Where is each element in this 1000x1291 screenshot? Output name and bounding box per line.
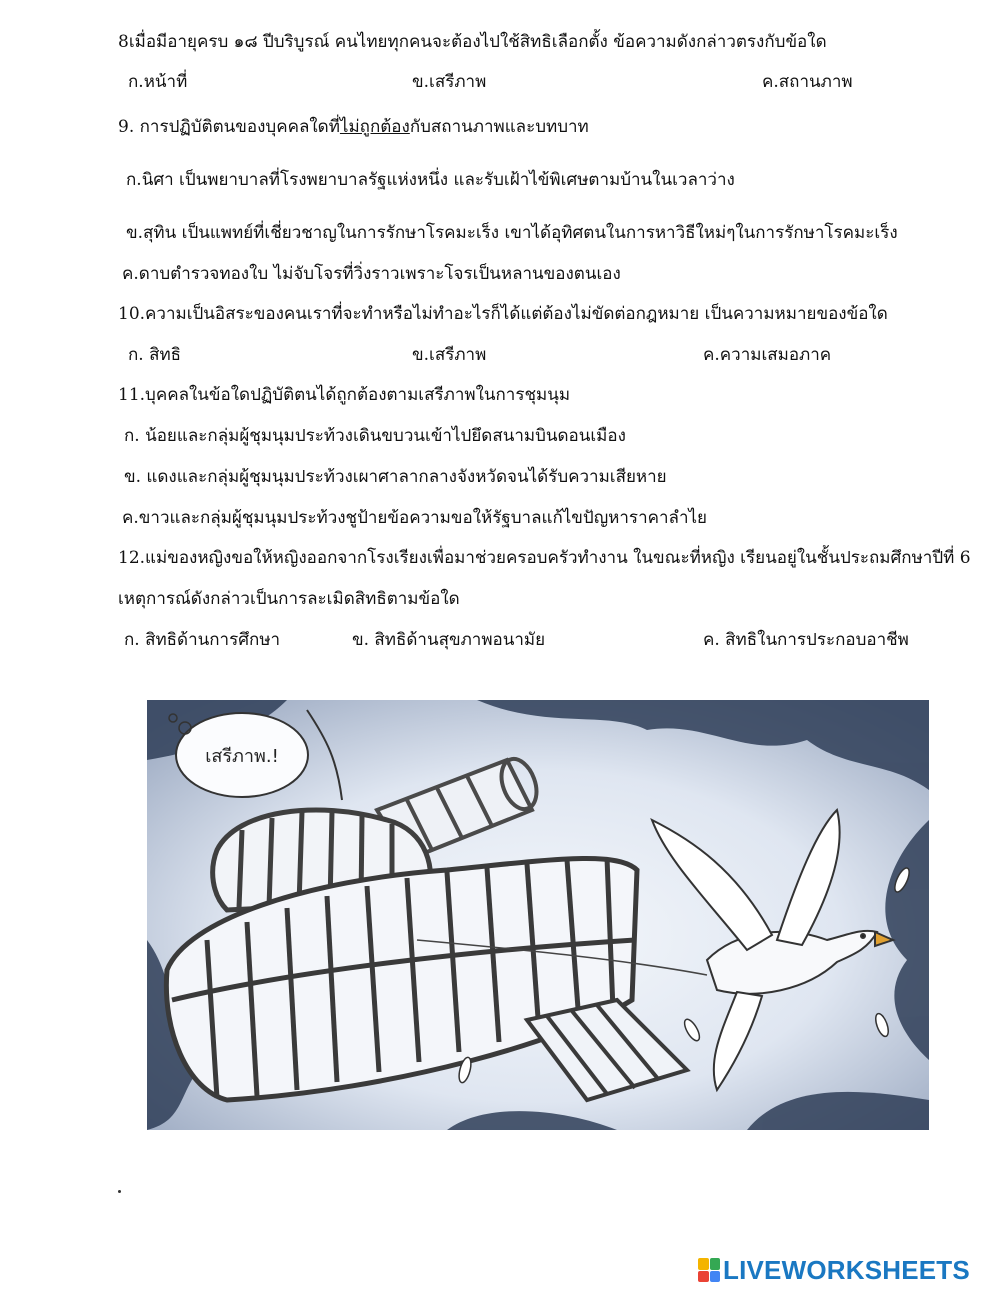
q9-option-b: ข.สุทิน เป็นแพทย์ที่เชี่ยวชาญในการรักษาโรคมะเร็ง เขาได้อุทิศตนในการหาวิธีใหม่ๆในการรักษาโรคมะเร็ง [126,223,898,243]
q9-text-suffix: กับสถานภาพและบทบาท [409,117,589,137]
stray-dot [118,1190,121,1193]
q12-option-c: ค. สิทธิในการประกอบอาชีพ [703,630,909,650]
q9-option-c: ค.ดาบตำรวจทองใบ ไม่จับโจรที่วิ่งราวเพราะโจรเป็นหลานของตนเอง [122,264,621,284]
q9-text-prefix: 9. การปฏิบัติตนของบุคคลใดที่ [118,117,340,137]
logo-mark-icon [698,1258,720,1282]
q12-option-b: ข. สิทธิด้านสุขภาพอนามัย [352,630,546,650]
q12-text-line2: เหตุการณ์ดังกล่าวเป็นการละเมิดสิทธิตามข้อใด [118,589,460,609]
q12-option-a: ก. สิทธิด้านการศึกษา [124,630,281,650]
q8-option-a: ก.หน้าที่ [128,72,188,92]
q10-option-a: ก. สิทธิ [128,345,182,365]
q11-option-b: ข. แดงและกลุ่มผู้ชุมนุมประท้วงเผาศาลากลางจังหวัดจนได้รับความเสียหาย [124,467,667,487]
liveworksheets-logo[interactable] [698,1256,970,1284]
cartoon-illustration [147,700,929,1130]
q11-option-a: ก. น้อยและกลุ่มผู้ชุมนุมประท้วงเดินขบวนเข้าไปยึดสนามบินดอนเมือง [124,426,626,446]
logo-text: LIVEWORKSHEETS [723,1254,970,1285]
speech-text: เสรีภาพ.! [205,746,279,767]
q10-option-b: ข.เสรีภาพ [412,345,487,365]
q9-text-underlined: ไม่ถูกต้อง [339,117,410,137]
cartoon-drawing [147,700,929,1130]
q9-text [118,116,589,138]
q8-text: 8เมื่อมีอายุครบ ๑๘ ปีบริบูรณ์ คนไทยทุกคนจะต้องไปใช้สิทธิเลือกตั้ง ข้อความดังกล่าวตรงกับข้อใด [118,32,827,52]
q10-text: 10.ความเป็นอิสระของคนเราที่จะทำหรือไม่ทำอะไรก็ได้แต่ต้องไม่ขัดต่อกฎหมาย เป็นความหมายของข้อใด [118,304,888,324]
q8-option-c: ค.สถานภาพ [762,72,853,92]
q12-text-line1: 12.แม่ของหญิงขอให้หญิงออกจากโรงเรียงเพื่อมาช่วยครอบครัวทำงาน ในขณะที่หญิง เรียนอยู่ในชั้นประถมศึกษาปีที่ 6 [118,548,971,568]
q10-option-c: ค.ความเสมอภาค [703,345,832,365]
q11-text: 11.บุคคลในข้อใดปฏิบัติตนได้ถูกต้องตามเสรีภาพในการชุมนุม [118,385,571,405]
q9-option-a: ก.นิศา เป็นพยาบาลที่โรงพยาบาลรัฐแห่งหนึ่ง และรับเฝ้าไข้พิเศษตามบ้านในเวลาว่าง [126,170,735,190]
q11-option-c: ค.ขาวและกลุ่มผู้ชุมนุมประท้วงชูป้ายข้อความขอให้รัฐบาลแก้ไขปัญหาราคาลำไย [122,508,708,528]
q8-option-b: ข.เสรีภาพ [412,72,487,92]
